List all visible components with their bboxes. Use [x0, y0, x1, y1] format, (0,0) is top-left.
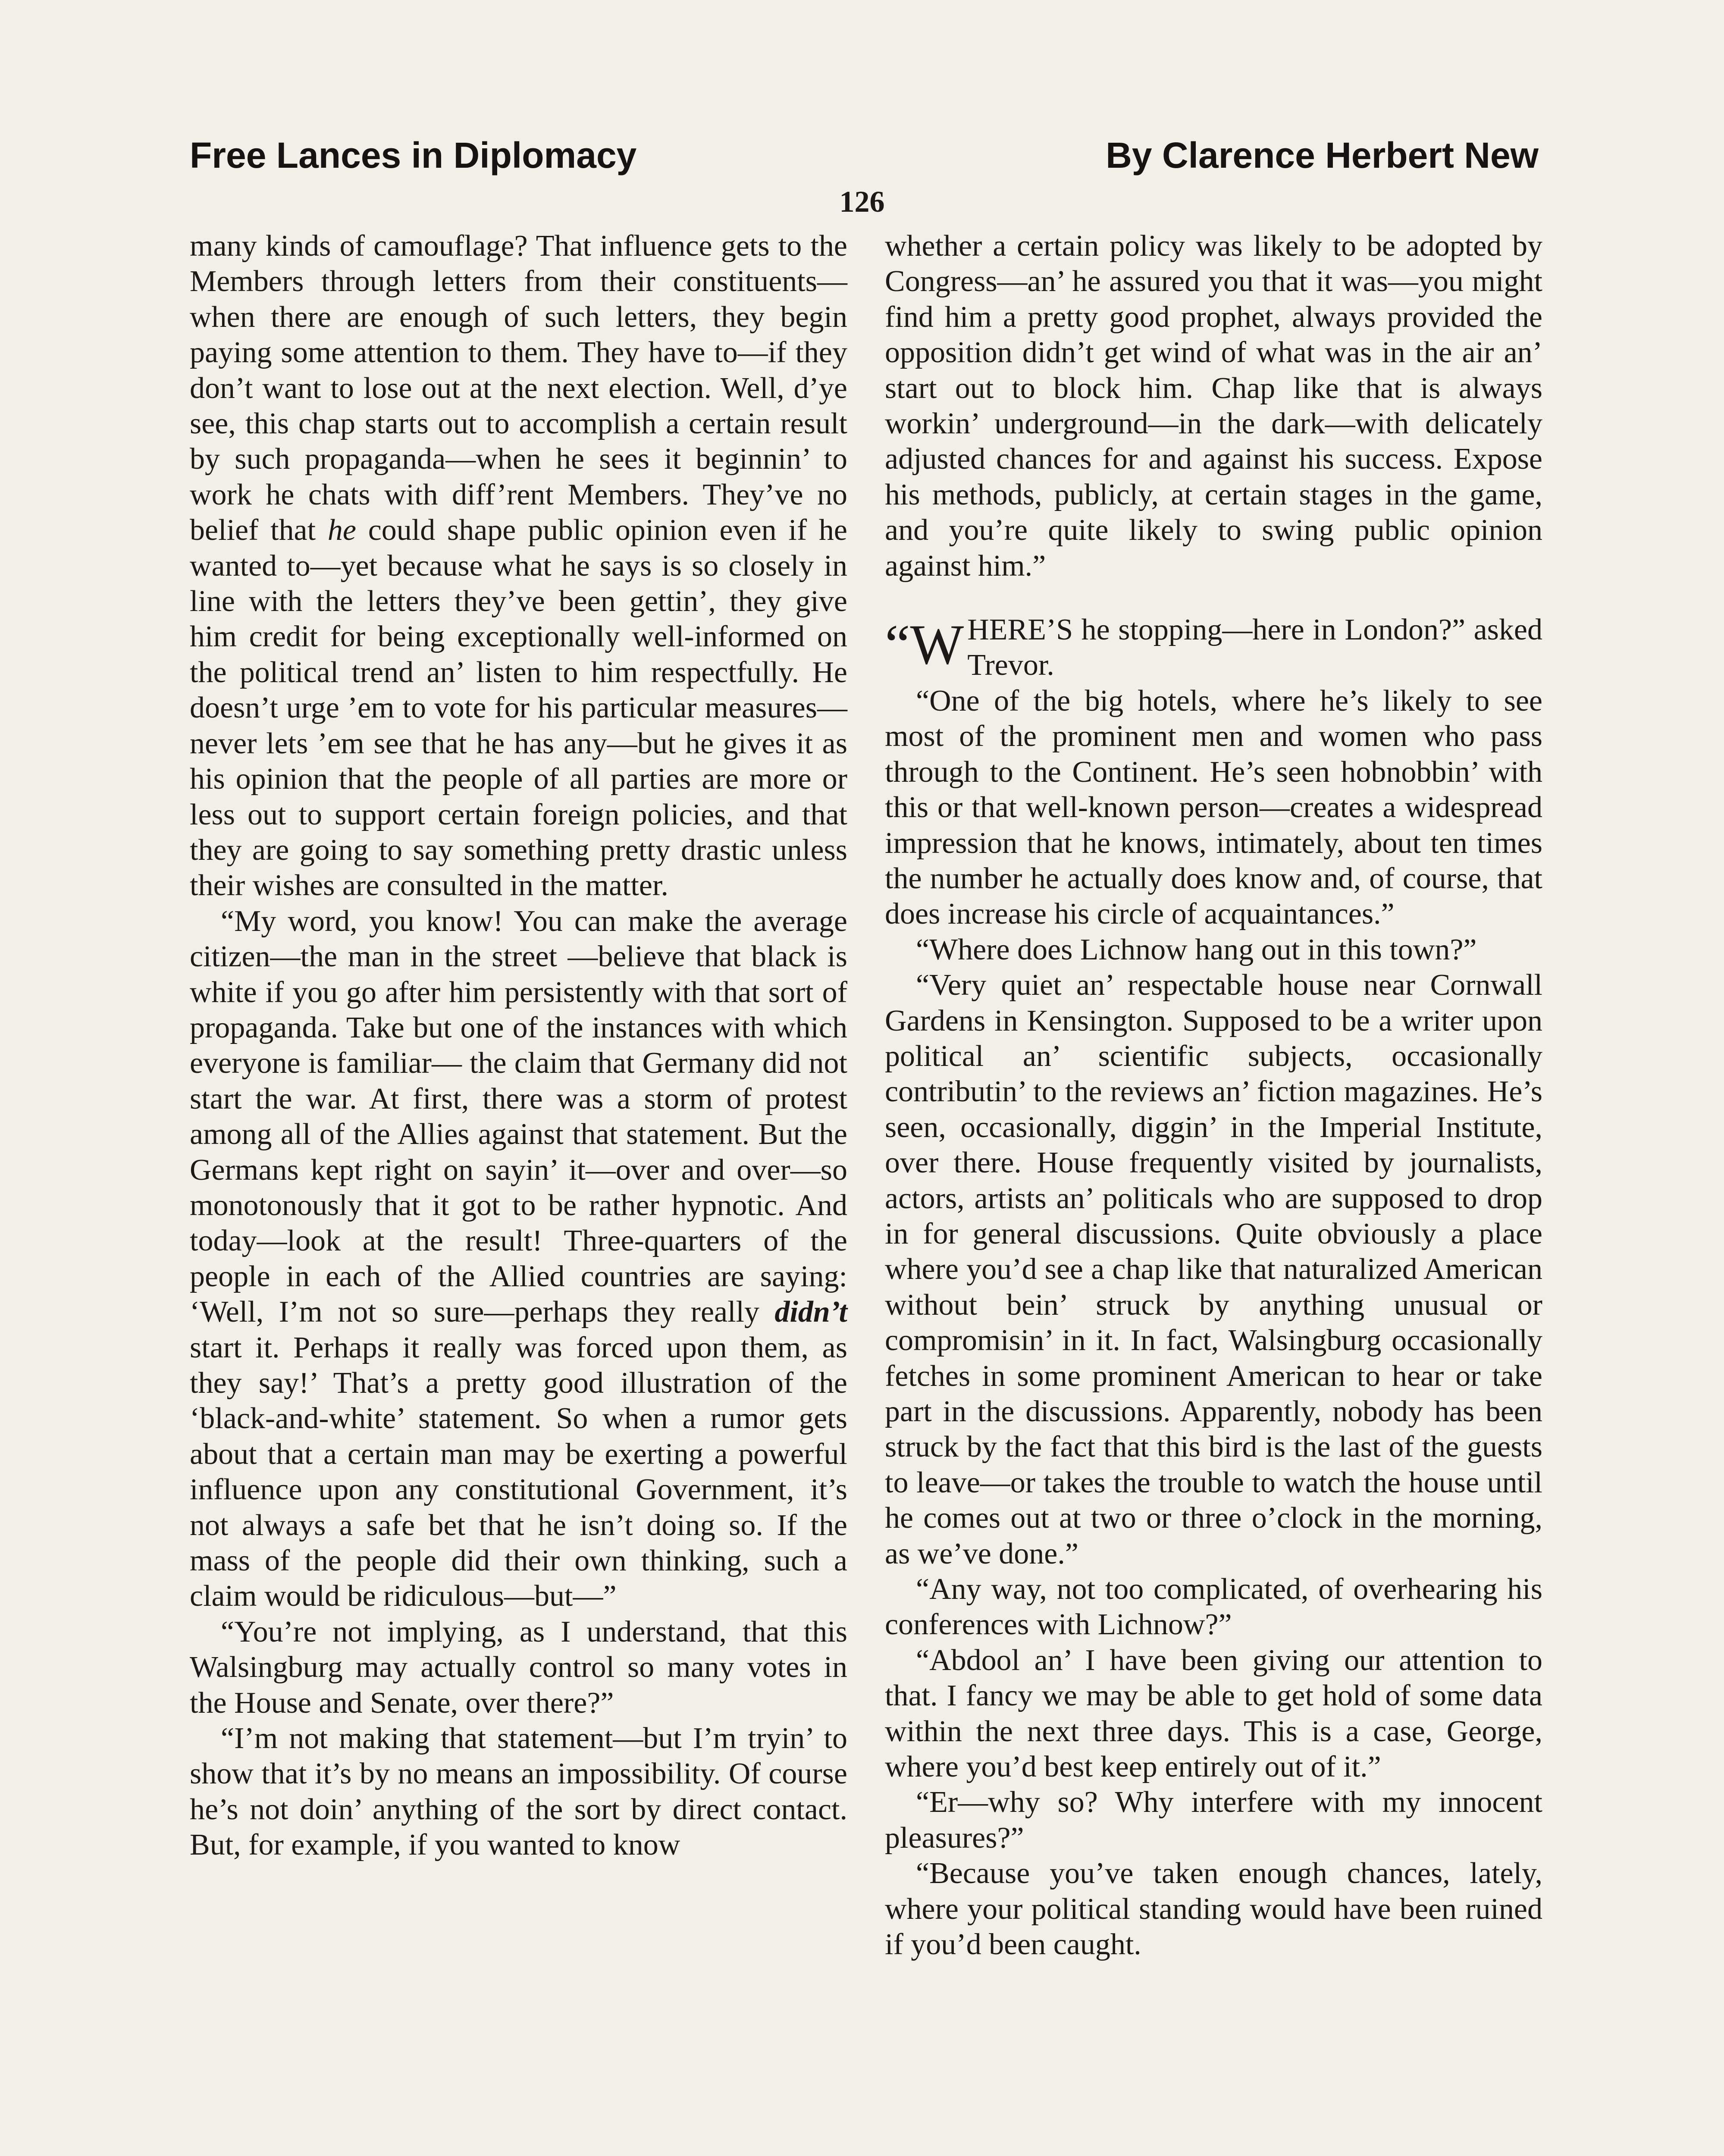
text-run: could shape public opinion even if he wanted to—yet because what he says is so closely in line with the letters they’ve been gettin’, they give him credit for being exceptionally well-informed on the political trend an’ listen to him respectfully. He doesn’t urge ’em to vote for his particular measures—never lets ’em see that he has any—but he gives it as his opinion that the people of all parties are more or less out to support certain foreign policies, and that they are going to say something pretty drastic unless their wishes are consulted in the matter. [190, 514, 847, 903]
text-run: “My word, you know! You can make the average citizen—the man in the street —believe that black is white if you go after him persistently with that sort of propaganda. Take but one of the instances with which everyone is familiar— the claim that Germany did not start the war. At first, there was a storm of protest among all of the Allies against that statement. But the Germans kept right on sayin’ it—over and over—so monotonously that it got to be rather hypnotic. And today—look at the result! Three-quarters of the people in each of the Allied countries are saying: ‘Well, I’m not so sure—perhaps they really [190, 904, 847, 1329]
section-opening-paragraph [885, 612, 1542, 683]
paragraph: “Er—why so? Why interfere with my innocent pleasures?” [885, 1786, 1542, 1855]
emphasis-text: he [327, 514, 356, 547]
page-number: 126 [839, 185, 885, 219]
paragraph [190, 904, 847, 1614]
text-run: HERE’S he stopping—here in London?” asked Trevor. [967, 613, 1542, 682]
author-byline: By Clarence Herbert New [1106, 135, 1539, 175]
paragraph: “Because you’ve taken enough chances, lately, where your political standing would have been ruined if you’d been caught. [885, 1857, 1542, 1962]
paragraph: “I’m not making that statement—but I’m tryin’ to show that it’s by no means an impossibility. Of course he’s not doin’ anything of the sort by direct contact. But, for example, if you wanted to know [190, 1722, 847, 1862]
right-column [885, 229, 1542, 1963]
drop-cap-letter: W [910, 613, 964, 677]
text-run: many kinds of camouflage? That influence gets to the Members through letters from their constituents—when there are enough of such letters, they begin paying some attention to them. They have to—if they don’t want to lose out at the next election. Well, d’ye see, this chap starts out to accomplish a certain result by such propaganda—when he sees it beginnin’ to work he chats with diff’rent Members. They’ve no belief that [190, 229, 847, 547]
emphasis-text: didn’t [774, 1295, 847, 1329]
running-title: Free Lances in Diplomacy [190, 135, 637, 175]
paragraph: “You’re not implying, as I understand, that this Walsingburg may actually control so many votes in the House and Senate, over there?” [190, 1615, 847, 1720]
paragraph: “Very quiet an’ respectable house near Cornwall Gardens in Kensington. Supposed to be a writer upon political an’ scientific subjects, occasionally contributin’ to the reviews an’ fiction magazines. He’s seen, occasionally, diggin’ in the Imperial Institute, over there. House frequently visited by journalists, actors, artists an’ politicals who are supposed to drop in for general discussions. Quite obviously a place where you’d see a chap like that naturalized American without bein’ struck by anything unusual or compromisin’ in it. In fact, Walsingburg occasionally fetches in some prominent American to hear or take part in the discussions. Apparently, nobody has been struck by the fact that this bird is the last of the guests to leave—or takes the trouble to watch the house until he comes out at two or three o’clock in the morning, as we’ve done.” [885, 968, 1542, 1570]
paragraph: “Any way, not too complicated, of overhearing his conferences with Lichnow?” [885, 1573, 1542, 1642]
text-run: start it. Perhaps it really was forced upon them, as they say!’ That’s a pretty good illustration of the ‘black-and-white’ statement. So when a rumor gets about that a certain man may be exerting a powerful influence upon any constitutional Government, it’s not always a safe bet that he isn’t doing so. If the mass of the people did their own thinking, such a claim would be ridiculous—but—” [190, 1331, 847, 1613]
open-quote: “ [885, 613, 910, 677]
left-column [190, 229, 847, 1863]
paragraph: “Where does Lichnow hang out in this town?” [916, 933, 1477, 966]
drop-cap [885, 612, 967, 677]
paragraph: “Abdool an’ I have been giving our attention to that. I fancy we may be able to get hold of some data within the next three days. This is a case, George, where you’d best keep entirely out of it.” [885, 1643, 1542, 1784]
paragraph: “One of the big hotels, where he’s likely to see most of the prominent men and women who pass through to the Continent. He’s seen hobnobbin’ with this or that well-known person—creates a widespread impression that he knows, intimately, about ten times the number he actually does know and, of course, that does increase his circle of acquaintances.” [885, 684, 1542, 931]
paragraph [190, 229, 847, 904]
paragraph: whether a certain policy was likely to be adopted by Congress—an’ he assured you that it was—you might find him a pretty good prophet, always provided the opposition didn’t get wind of what was in the air an’ start out to block him. Chap like that is always workin’ underground—in the dark—with delicately adjusted chances for and against his success. Expose his methods, publicly, at certain stages in the game, and you’re quite likely to swing public opinion against him.” [885, 229, 1542, 583]
